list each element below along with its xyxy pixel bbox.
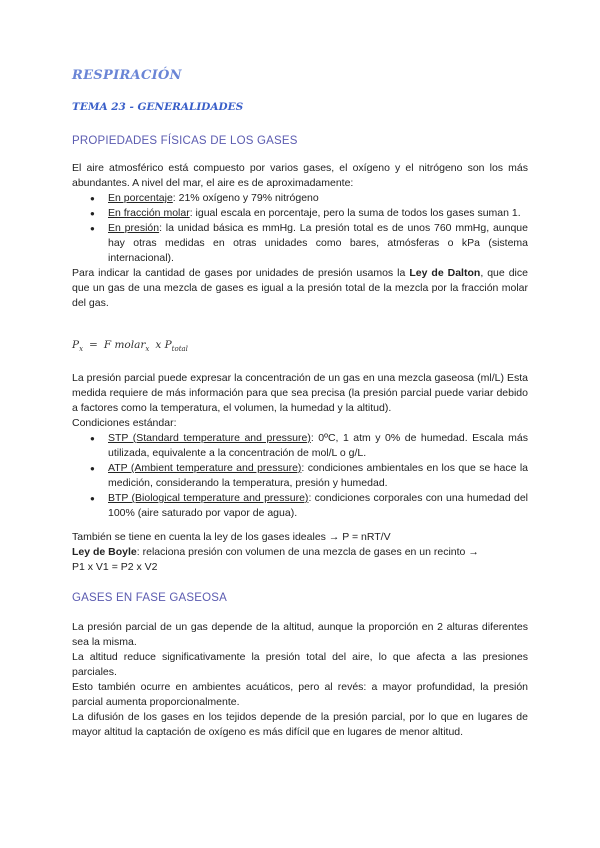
section-heading-physical-properties: PROPIEDADES FÍSICAS DE LOS GASES [72,135,298,147]
topic-subtitle: TEMA 23 - GENERALIDADES [72,101,244,113]
list-item-text: : 0ºC, 1 atm y 0% de humedad. Escala más utilizada, equivalente a la concentración de mol/L o g/L. [108,432,528,459]
boyle-line [72,545,528,560]
list-item-text: : 21% oxígeno y 79% nitrógeno [172,192,319,204]
formula-mult: x P [155,339,172,351]
paragraph: La difusión de los gases en los tejidos depende de la presión parcial, por lo que en lugares de mayor altitud la captación de oxígeno es más difícil que en lugares de menor altitud. [72,711,528,738]
list-item [108,221,528,266]
list-item-text: : igual escala en porcentaje, pero la suma de todos los gases suman 1. [189,207,521,219]
paragraph: Esto también ocurre en ambientes acuáticos, pero al revés: a mayor profundidad, la presión parcial aumenta proporcionalmente. [72,681,528,708]
list-item [108,461,528,491]
boyle-law-name: Ley de Boyle [72,546,137,558]
dalton-formula [72,339,188,353]
formula-sub-total: total [171,345,188,354]
section-heading-gaseous-phase: GASES EN FASE GASEOSA [72,592,228,604]
formula-equals: = [89,339,98,351]
page-title: RESPIRACIÓN [72,68,182,83]
dalton-post: , que dice que un gas de una mezcla de gases es igual a la presión total de la mezcla por la fracción molar del gas. [72,267,528,309]
list-item-text: : condiciones corporales con una humedad del 100% (aire saturado por vapor de agua). [108,492,528,519]
section-physical-properties-body [72,161,528,311]
list-item-term: BTP (Biological temperature and pressure) [108,492,309,504]
formula-sub-x: x [79,345,84,354]
list-item-text: : condiciones ambientales en los que se hace la medición, considerando la temperatura, presión y humedad. [108,462,528,489]
composition-list [72,191,528,266]
paragraph: La altitud reduce significativamente la presión total del aire, lo que afecta a las presiones parciales. [72,651,528,678]
paragraph: La presión parcial de un gas depende de la altitud, aunque la proporción en 2 alturas diferentes sea la misma. [72,621,528,648]
ideal-gas-line: También se tiene en cuenta la ley de los gases ideales → P = nRT/V [72,531,391,543]
list-item-term: En porcentaje [108,192,173,204]
dalton-pre: Para indicar la cantidad de gases por unidades de presión usamos la [72,267,410,279]
partial-pressure-paragraph: La presión parcial puede expresar la concentración de un gas en una mezcla gaseosa (ml/L) Esta medida requiere de más información para que sea precisa (la presión parcial puede variar debido a factores como la temperatura, el volumen, la humedad y la altitud). [72,372,528,414]
formula-p: P [72,339,80,351]
conditions-list [72,431,528,521]
section-gaseous-phase-body [72,620,528,740]
list-item [108,491,528,521]
formula-fmolar: F molar [103,339,146,351]
list-item-term: En fracción molar [108,207,190,219]
list-item-term: ATP (Ambient temperature and pressure) [108,462,302,474]
boyle-equation: P1 x V1 = P2 x V2 [72,561,158,573]
intro-paragraph: El aire atmosférico está compuesto por varios gases, el oxígeno y el nitrógeno son los más abundantes. A nivel del mar, el aire es de aproximadamente: [72,162,528,189]
list-item [108,431,528,461]
boyle-text: : relaciona presión con volumen de una mezcla de gases en un recinto → [136,546,479,558]
list-item-term: STP (Standard temperature and pressure) [108,432,311,444]
dalton-law-name: Ley de Dalton [409,267,481,279]
conditions-label: Condiciones estándar: [72,417,177,429]
list-item [108,191,528,206]
list-item [108,206,528,221]
list-item-term: En presión [108,222,160,234]
gas-laws-block [72,530,528,575]
list-item-text: : la unidad básica es mmHg. La presión total es de unos 760 mmHg, aunque hay otras medidas en otras unidades como bares, atmósferas o kPa (sistema internacional). [108,222,528,264]
dalton-paragraph [72,266,528,311]
formula-sub-x2: x [145,345,150,354]
partial-pressure-block [72,371,528,521]
